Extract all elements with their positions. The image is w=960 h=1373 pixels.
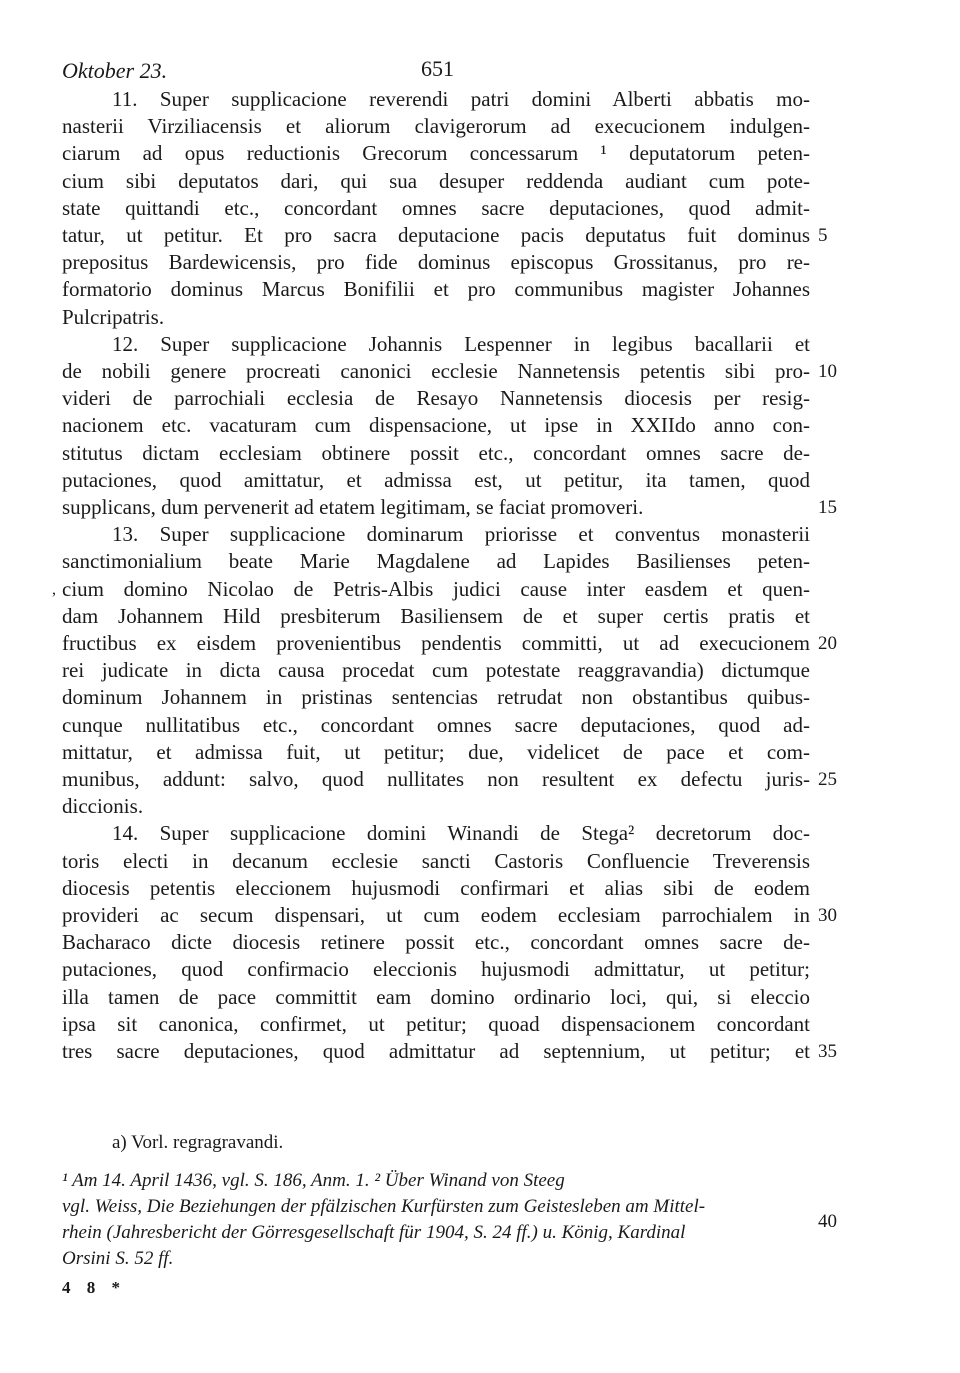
text-line: diocesis petentis eleccionem hujusmodi confirmari et alias sibi de eodem xyxy=(62,876,810,900)
running-header-date: Oktober 23. xyxy=(62,58,168,83)
text-line: illa tamen de pace committit eam domino ordinario loci, qui, si eleccio xyxy=(62,985,810,1009)
margin-line-number: 10 xyxy=(818,361,837,382)
text-line: cium domino Nicolao de Petris-Albis judici cause inter easdem et quen- xyxy=(62,577,810,601)
text-line: supplicans, dum pervenerit ad etatem legitimam, se faciat promoveri. xyxy=(62,495,644,519)
text-line: sanctimonialium beate Marie Magdalene ad Lapides Basilienses peten- xyxy=(62,549,810,573)
text-line: 14. Super supplicacione domini Winandi de Stega² decretorum doc- xyxy=(112,821,810,845)
text-line: ipsa sit canonica, confirmet, ut petitur; quoad dispensacionem concordant xyxy=(62,1012,810,1036)
text-line: nasterii Virziliacensis et aliorum clavigerorum ad execucionem indulgen- xyxy=(62,114,810,138)
margin-mark: , xyxy=(52,581,56,598)
text-line: putaciones, quod amittatur, et admissa est, ut petitur, ita tamen, quod xyxy=(62,468,810,492)
text-line: diccionis. xyxy=(62,794,144,818)
margin-line-number: 20 xyxy=(818,633,837,654)
footnote-a: a) Vorl. regragravandi. xyxy=(112,1132,284,1153)
text-line: Bacharaco dicte diocesis retinere possit etc., concordant omnes sacre de- xyxy=(62,930,810,954)
text-line: toris electi in decanum ecclesie sancti Castoris Confluencie Treverensis xyxy=(62,849,810,873)
text-line: state quittandi etc., concordant omnes sacre deputaciones, quod admit- xyxy=(62,196,810,220)
text-line: cunque nullitatibus etc., concordant omnes sacre deputaciones, quod ad- xyxy=(62,713,810,737)
text-line: rei judicate in dicta causa procedat cum potestate reaggravandia) dictumque xyxy=(62,658,810,682)
text-line: provideri ac secum dispensari, ut cum eodem ecclesiam parrochialem in xyxy=(62,903,810,927)
margin-line-number: 5 xyxy=(818,225,828,246)
text-line: mittatur, et admissa fuit, ut petitur; due, videlicet de pace et com- xyxy=(62,740,810,764)
text-line: fructibus ex eisdem provenientibus pendentis committi, ut ad execucionem xyxy=(62,631,810,655)
text-line: 12. Super supplicacione Johannis Lespenner in legibus bacallarii et xyxy=(112,332,810,356)
text-line: tatur, ut petitur. Et pro sacra deputacione pacis deputatus fuit dominus xyxy=(62,223,810,247)
footnote-line: Orsini S. 52 ff. xyxy=(62,1248,174,1269)
text-line: formatorio dominus Marcus Bonifilii et pro communibus magister Johannes xyxy=(62,277,810,301)
page-number: 651 xyxy=(421,56,454,81)
margin-line-number: 15 xyxy=(818,497,837,518)
text-line: de nobili genere procreati canonici ecclesie Nannetensis petentis sibi pro- xyxy=(62,359,810,383)
text-line: 11. Super supplicacione reverendi patri domini Alberti abbatis mo- xyxy=(112,87,810,111)
text-line: putaciones, quod confirmacio eleccionis hujusmodi admittatur, ut petitur; xyxy=(62,957,810,981)
text-line: dominum Johannem in pristinas sentencias retrudat non obstantibus quibus- xyxy=(62,685,810,709)
margin-line-number: 40 xyxy=(818,1211,837,1232)
text-line: dam Johannem Hild presbiterum Basiliensem de et super certis pratis et xyxy=(62,604,810,628)
margin-line-number: 30 xyxy=(818,905,837,926)
text-line: prepositus Bardewicensis, pro fide dominus episcopus Grossitanus, pro re- xyxy=(62,250,810,274)
text-line: nacionem etc. vacaturam cum dispensacione, ut ipse in XXIIdo anno con- xyxy=(62,413,810,437)
margin-line-number: 35 xyxy=(818,1041,837,1062)
text-line: ciarum ad opus reductionis Grecorum concessarum ¹ deputatorum peten- xyxy=(62,141,810,165)
footnote-line: rhein (Jahresbericht der Görresgesellschaft für 1904, S. 24 ff.) u. König, Kardinal xyxy=(62,1222,686,1243)
footnote-line: ¹ Am 14. April 1436, vgl. S. 186, Anm. 1. ² Über Winand von Steeg xyxy=(62,1170,565,1191)
margin-line-number: 25 xyxy=(818,769,837,790)
text-line: cium sibi deputatos dari, qui sua desuper reddenda audiant cum pote- xyxy=(62,169,810,193)
text-line: tres sacre deputaciones, quod admittatur ad septennium, ut petitur; et xyxy=(62,1039,810,1063)
text-line: 13. Super supplicacione dominarum priorisse et conventus monasterii xyxy=(112,522,810,546)
printer-signature: 4 8 * xyxy=(62,1278,126,1297)
text-line: munibus, addunt: salvo, quod nullitates non resultent ex defectu juris- xyxy=(62,767,810,791)
text-line: stitutus dictam ecclesiam obtinere possit etc., concordant omnes sacre de- xyxy=(62,441,810,465)
text-line: videri de parrochiali ecclesia de Resayo Nannetensis diocesis per resig- xyxy=(62,386,810,410)
text-line: Pulcripatris. xyxy=(62,305,165,329)
footnote-line: vgl. Weiss, Die Beziehungen der pfälzischen Kurfürsten zum Geistesleben am Mittel- xyxy=(62,1196,706,1217)
